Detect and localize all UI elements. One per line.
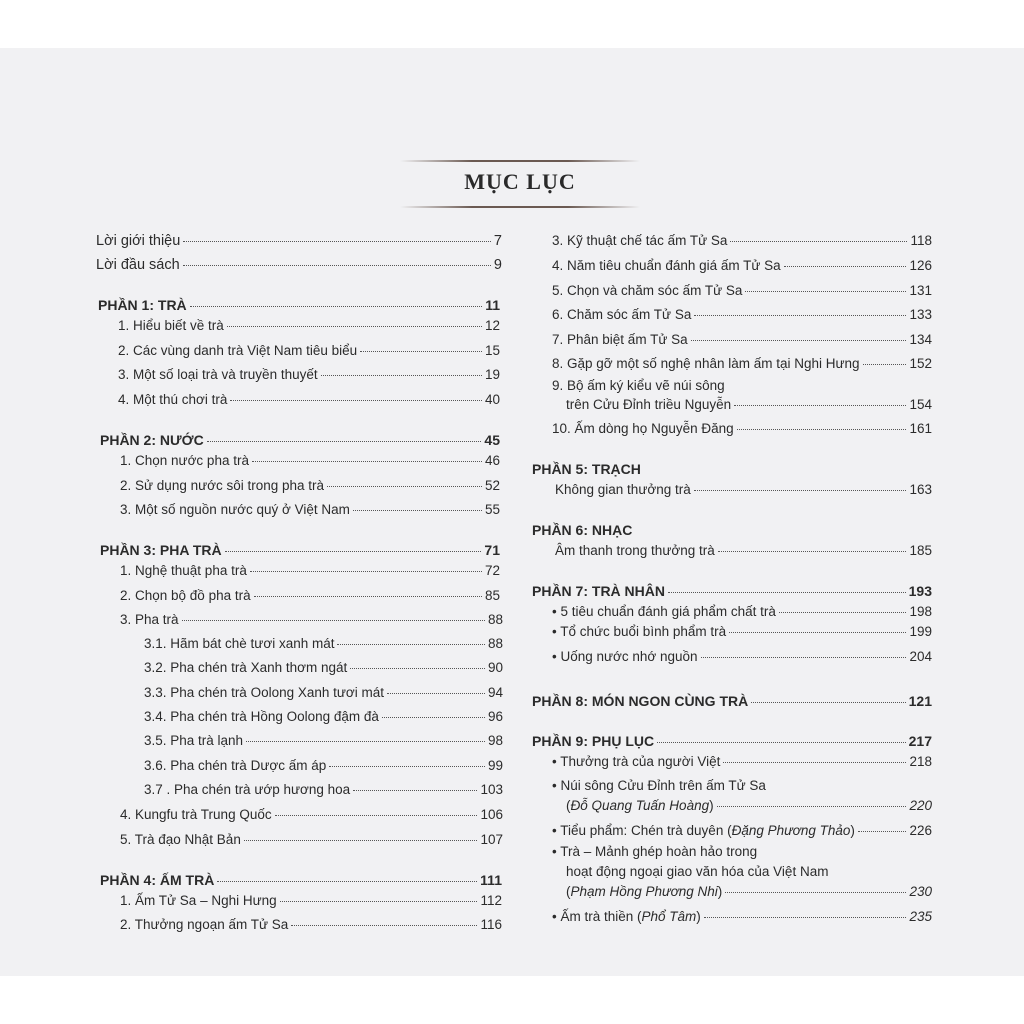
toc-leader-dots [207,441,482,442]
toc-leader-dots [353,790,477,791]
toc-entry-label: 5. Trà đạo Nhật Bản [120,832,241,847]
toc-entry-nui-song-cuu-dinh-tren-am-tu-sa [552,778,932,793]
toc-entry-label: 2. Các vùng danh trà Việt Nam tiêu biểu [118,343,358,358]
title-rule-top [400,160,640,162]
toc-leader-dots [694,490,907,491]
toc-leader-dots [321,375,482,376]
toc-entry-label: 3.6. Pha chén trà Dược ấm áp [144,758,327,773]
toc-entry-label: • Tổ chức buổi bình phẩm trà [552,624,727,639]
toc-page-number: 96 [487,709,503,724]
toc-entry-8-gap-go-mot-so-nghe-nhan-lam-am-tai-ngh [552,356,932,371]
toc-entry-4-mot-thu-choi-tra [118,392,500,407]
toc-entry-label: 10. Ấm dòng họ Nguyễn Đăng [552,421,734,436]
toc-page-number: 88 [487,636,503,651]
toc-entry-pham-hong-phuong-nhi [566,884,932,899]
toc-section-phan-4-am-tra [100,872,502,888]
toc-entry-label: 3.1. Hãm bát chè tươi xanh mát [144,636,335,651]
toc-leader-dots [360,351,482,352]
toc-page-number: 103 [480,782,503,797]
toc-page-number: 131 [909,283,932,298]
toc-leader-dots [250,571,482,572]
toc-entry-label: (Đỗ Quang Tuấn Hoàng) [566,798,714,813]
toc-entry-6-cham-soc-am-tu-sa [552,307,932,322]
toc-entry-5-chon-va-cham-soc-am-tu-sa [552,283,932,298]
toc-page-number: 218 [909,754,932,769]
toc-entry-label: 3.5. Pha trà lạnh [144,733,244,748]
toc-leader-dots [734,405,906,406]
toc-page-number: 55 [484,502,500,517]
toc-page-number: 11 [485,297,500,313]
toc-page-number: 126 [909,258,932,273]
toc-section-phan-2-nuoc [100,432,500,448]
toc-page-number: 52 [484,478,500,493]
toc-entry-7-phan-biet-am-tu-sa [552,332,932,347]
toc-leader-dots [751,702,905,703]
toc-page-number: 45 [484,432,500,448]
toc-page-number: 7 [493,233,502,249]
toc-entry-uong-nuoc-nho-nguon [552,649,932,664]
toc-entry-1-chon-nuoc-pha-tra [120,453,500,468]
toc-entry-label: 2. Thưởng ngoạn ấm Tử Sa [120,917,289,932]
toc-section-phan-1-tra [98,297,500,313]
toc-entry-3-7-pha-chen-tra-uop-huong-hoa [144,782,503,797]
toc-entry-3-4-pha-chen-tra-hong-oolong-dam-da [144,709,503,724]
toc-leader-dots [182,620,485,621]
toc-entry-3-mot-so-nguon-nuoc-quy-o-viet-nam [120,502,500,517]
toc-leader-dots [190,306,483,307]
toc-entry-3-5-pha-tra-lanh [144,733,503,748]
toc-entry-label: 7. Phân biệt ấm Tử Sa [552,332,688,347]
toc-leader-dots [729,632,906,633]
toc-page-number: 99 [487,758,503,773]
toc-entry-label: • Tiểu phẩm: Chén trà duyên (Đặng Phương Thảo) [552,823,855,838]
toc-leader-dots [353,510,482,511]
toc-page-number: 163 [909,482,932,497]
toc-page-number: 88 [487,612,503,627]
toc-section-phan-5-trach [532,461,932,477]
toc-leader-dots [183,265,491,266]
toc-entry-label: PHẦN 3: PHA TRÀ [100,542,222,558]
toc-leader-dots [225,551,482,552]
toc-page-number: 193 [908,583,932,599]
toc-page-number: 154 [909,397,932,412]
toc-leader-dots [244,840,478,841]
toc-page-number: 71 [484,542,500,558]
toc-entry-label: PHẦN 4: ẤM TRÀ [100,872,215,888]
toc-page-number: 15 [484,343,500,358]
toc-entry-label: PHẦN 5: TRẠCH [532,461,641,477]
toc-section-phan-8-mon-ngon-cung-tra [532,693,932,709]
toc-leader-dots [668,592,906,593]
toc-entry-label: 2. Sử dụng nước sôi trong pha trà [120,478,325,493]
toc-leader-dots [779,612,907,613]
toc-entry-label: 9. Bộ ấm ký kiểu vẽ núi sông [552,378,725,393]
toc-entry-label: Không gian thưởng trà [555,482,691,497]
toc-entry-5-tieu-chuan-danh-gia-pham-chat-tra [552,604,932,619]
toc-entry-label: • Ấm trà thiền (Phổ Tâm) [552,909,701,924]
toc-page-number: 226 [909,823,932,838]
toc-entry-label: 3.7 . Pha chén trà ướp hương hoa [144,782,351,797]
toc-entry-label: • Trà – Mảnh ghép hoàn hảo trong [552,844,758,859]
toc-entry-label: 2. Chọn bộ đồ pha trà [120,588,251,603]
toc-leader-dots [718,551,907,552]
toc-entry-2-cac-vung-danh-tra-viet-nam-tieu-bieu [118,343,500,358]
toc-entry-label: trên Cửu Đỉnh triều Nguyễn [566,397,732,412]
toc-leader-dots [227,326,482,327]
toc-entry-label: 4. Kungfu trà Trung Quốc [120,807,272,822]
toc-entry-label: 1. Hiểu biết về trà [118,318,224,333]
toc-entry-label: 6. Chăm sóc ấm Tử Sa [552,307,692,322]
toc-entry-label: 3.4. Pha chén trà Hồng Oolong đậm đà [144,709,379,724]
toc-entry-label: 4. Một thú chơi trà [118,392,228,407]
toc-page-number: 133 [909,307,932,322]
toc-page-number: 118 [910,233,932,248]
toc-leader-dots [183,241,491,242]
toc-entry-label: PHẦN 7: TRÀ NHÂN [532,583,665,599]
toc-entry-label: Lời đầu sách [96,257,180,273]
toc-leader-dots [246,741,485,742]
toc-page-number: 40 [484,392,500,407]
toc-page-number: 198 [909,604,932,619]
toc-entry-3-mot-so-loai-tra-va-truyen-thuyet [118,367,500,382]
toc-entry-thuong-tra-cua-nguoi-viet [552,754,932,769]
toc-entry-1-am-tu-sa-nghi-hung [120,893,502,908]
toc-page-number: 112 [480,893,502,908]
toc-leader-dots [387,693,485,694]
toc-entry-3-ky-thuat-che-tac-am-tu-sa [552,233,932,248]
toc-entry-1-hieu-biet-ve-tra [118,318,500,333]
toc-page-number: 161 [909,421,932,436]
toc-entry-3-2-pha-chen-tra-xanh-thom-ngat [144,660,503,675]
toc-entry-3-3-pha-chen-tra-oolong-xanh-tuoi-mat [144,685,503,700]
toc-leader-dots [725,892,906,893]
toc-entry-label: Lời giới thiệu [96,233,181,249]
toc-page-number: 204 [909,649,932,664]
toc-section-phan-6-nhac [532,522,932,538]
toc-page-number: 94 [487,685,503,700]
toc-page-number: 90 [487,660,503,675]
toc-leader-dots [704,917,907,918]
toc-entry-to-chuc-buoi-binh-pham-tra [552,624,932,639]
toc-page-number: 217 [908,733,932,749]
toc-entry-2-thuong-ngoan-am-tu-sa [120,917,502,932]
toc-entry-loi-dau-sach [96,257,502,273]
toc-page-number: 46 [484,453,500,468]
toc-entry-label: 5. Chọn và chăm sóc ấm Tử Sa [552,283,743,298]
toc-page-number: 107 [480,832,503,847]
toc-entry-3-pha-tra [120,612,503,627]
toc-page-number: 230 [909,884,932,899]
toc-entry-do-quang-tuan-hoang [566,798,932,813]
toc-entry-1-nghe-thuat-pha-tra [120,563,500,578]
toc-leader-dots [657,742,906,743]
toc-entry-label: PHẦN 8: MÓN NGON CÙNG TRÀ [532,693,749,709]
toc-leader-dots [329,766,485,767]
toc-entry-am-thanh-trong-thuong-tra [555,543,932,558]
toc-entry-label: 1. Nghệ thuật pha trà [120,563,247,578]
toc-leader-dots [337,644,484,645]
toc-section-phan-7-tra-nhan [532,583,932,599]
toc-entry-label: 1. Chọn nước pha trà [120,453,249,468]
toc-entry-5-tra-dao-nhat-ban [120,832,503,847]
toc-leader-dots [730,241,907,242]
toc-leader-dots [784,266,907,267]
toc-entry-tra-manh-ghep-hoan-hao-trong [552,844,932,859]
toc-page-number: 106 [480,807,503,822]
toc-entry-label: PHẦN 6: NHẠC [532,522,633,538]
toc-page-number: 134 [909,332,932,347]
toc-entry-label: 3. Pha trà [120,612,179,627]
toc-leader-dots [863,364,907,365]
title-rule-bottom [400,206,640,208]
toc-entry-4-kungfu-tra-trung-quoc [120,807,503,822]
toc-entry-3-6-pha-chen-tra-duoc-am-ap [144,758,503,773]
toc-leader-dots [701,657,907,658]
title-block [400,160,640,208]
toc-leader-dots [737,429,907,430]
toc-leader-dots [252,461,482,462]
toc-entry-author: Phổ Tâm [641,909,697,924]
toc-entry-label: 3. Một số nguồn nước quý ở Việt Nam [120,502,350,517]
toc-entry-loi-gioi-thieu [96,233,502,249]
toc-entry-label: 3.2. Pha chén trà Xanh thơm ngát [144,660,348,675]
toc-entry-label: 8. Gặp gỡ một số nghệ nhân làm ấm tại Nghi Hưng [552,356,860,371]
toc-entry-label: 3. Kỹ thuật chế tác ấm Tử Sa [552,233,728,248]
toc-leader-dots [291,925,477,926]
toc-entry-author: Đặng Phương Thảo [731,823,851,838]
toc-entry-label: (Phạm Hồng Phương Nhi) [566,884,723,899]
toc-leader-dots [382,717,485,718]
toc-leader-dots [230,400,482,401]
toc-section-phan-9-phu-luc [532,733,932,749]
toc-entry-label: 3.3. Pha chén trà Oolong Xanh tươi mát [144,685,385,700]
toc-entry-tren-cuu-dinh-trieu-nguyen [566,397,932,412]
toc-entry-label: PHẦN 1: TRÀ [98,297,187,313]
toc-leader-dots [280,901,478,902]
toc-entry-4-nam-tieu-chuan-danh-gia-am-tu-sa [552,258,932,273]
toc-leader-dots [691,340,907,341]
toc-entry-2-su-dung-nuoc-soi-trong-pha-tra [120,478,500,493]
toc-page-number: 152 [909,356,932,371]
toc-leader-dots [858,831,907,832]
toc-entry-10-am-dong-ho-nguyen-dang [552,421,932,436]
toc-page-number: 220 [909,798,932,813]
toc-entry-label: 1. Ấm Tử Sa – Nghi Hưng [120,893,277,908]
toc-page-number: 111 [480,872,502,888]
toc-leader-dots [254,596,482,597]
toc-leader-dots [717,806,907,807]
toc-page-number: 9 [493,257,502,273]
toc-page-number: 116 [480,917,502,932]
toc-entry-label: • Uống nước nhớ nguồn [552,649,698,664]
toc-section-phan-3-pha-tra [100,542,500,558]
toc-page-number: 121 [908,693,932,709]
toc-page-number: 98 [487,733,503,748]
toc-entry-9-bo-am-ky-kieu-ve-nui-song [552,378,932,393]
toc-leader-dots [745,291,906,292]
toc-entry-am-tra-thien [552,909,932,924]
toc-entry-2-chon-bo-do-pha-tra [120,588,500,603]
toc-entry-label: 3. Một số loại trà và truyền thuyết [118,367,318,382]
toc-entry-label: PHẦN 2: NƯỚC [100,432,204,448]
toc-entry-label: • 5 tiêu chuẩn đánh giá phẩm chất trà [552,604,776,619]
page-title: MỤC LỤC [464,169,576,194]
toc-leader-dots [275,815,478,816]
toc-leader-dots [350,668,485,669]
toc-leader-dots [217,881,477,882]
toc-entry-label: • Thưởng trà của người Việt [552,754,721,769]
toc-page-number: 199 [909,624,932,639]
toc-entry-label: Âm thanh trong thưởng trà [555,543,715,558]
toc-entry-3-1-ham-bat-che-tuoi-xanh-mat [144,636,503,651]
toc-entry-tieu-pham-chen-tra-duyen [552,823,932,838]
toc-entry-label: 4. Năm tiêu chuẩn đánh giá ấm Tử Sa [552,258,781,273]
toc-page-number: 85 [484,588,500,603]
toc-entry-label: • Núi sông Cửu Đỉnh trên ấm Tử Sa [552,778,766,793]
toc-entry-khong-gian-thuong-tra [555,482,932,497]
toc-entry-label: hoạt động ngoại giao văn hóa của Việt Nam [566,864,829,879]
toc-page-number: 235 [909,909,932,924]
toc-page-number: 12 [484,318,500,333]
toc-page-number: 19 [484,367,500,382]
toc-leader-dots [723,762,906,763]
toc-entry-label: PHẦN 9: PHỤ LỤC [532,733,655,749]
toc-page-number: 72 [484,563,500,578]
toc-page-number: 185 [909,543,932,558]
toc-leader-dots [694,315,906,316]
toc-entry-hoat-dong-ngoai-giao-van-hoa-cua-viet-na [566,864,932,879]
toc-leader-dots [327,486,482,487]
